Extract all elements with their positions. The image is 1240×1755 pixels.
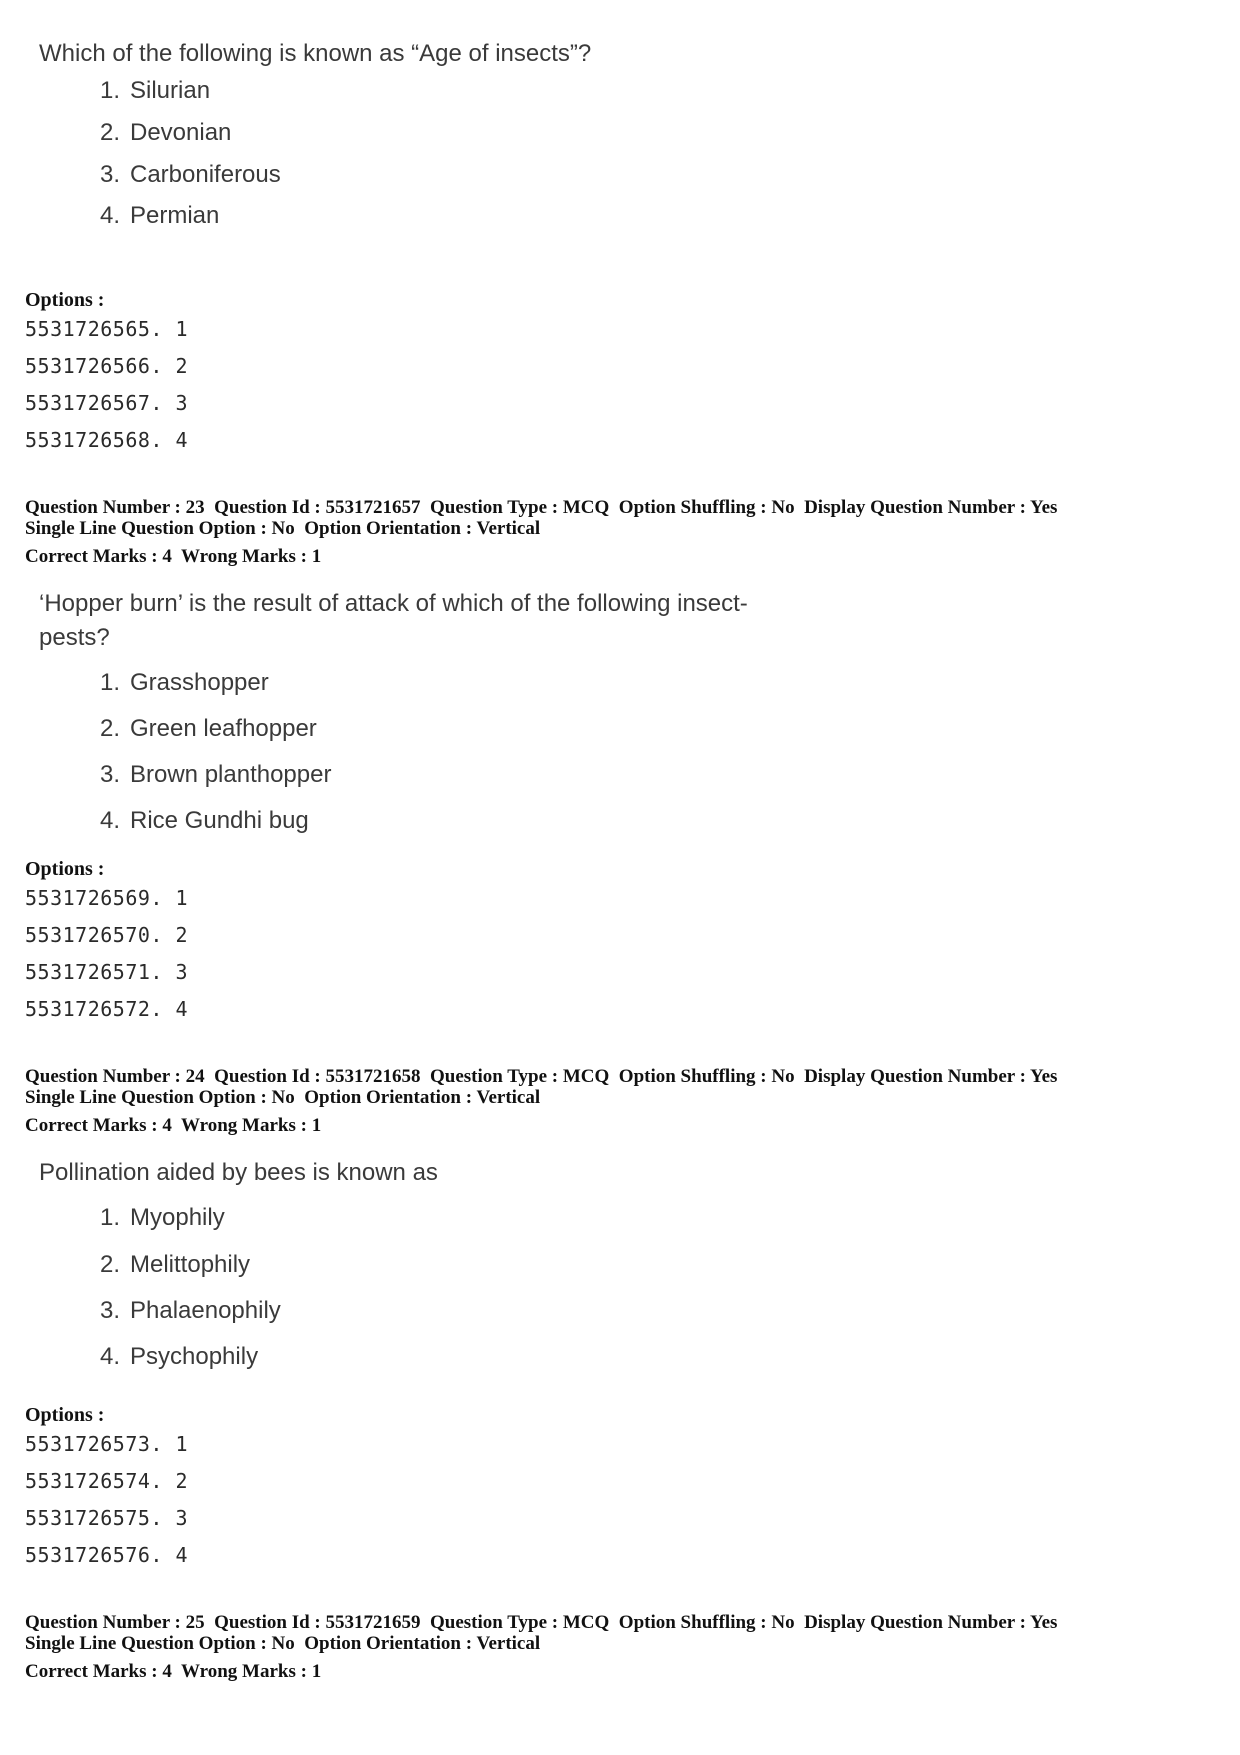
choice-number: 3. xyxy=(100,761,121,788)
choice-item xyxy=(100,160,281,190)
choice-number: 2. xyxy=(100,119,121,146)
option-id-row: 5531726572. 4 xyxy=(25,997,189,1021)
choice-item xyxy=(100,1342,258,1372)
option-id-row: 5531726573. 1 xyxy=(25,1432,189,1456)
question-meta-line: Question Number : 23 Question Id : 5531721657 Question Type : MCQ Option Shuffling : No Display Question Number : Yes xyxy=(25,497,1058,518)
choice-label: Brown planthopper xyxy=(130,761,332,788)
choice-item xyxy=(100,760,331,790)
choice-item xyxy=(100,1250,250,1280)
choice-item xyxy=(100,201,219,231)
choice-number: 4. xyxy=(100,202,121,229)
option-id-row: 5531726568. 4 xyxy=(25,428,189,452)
choice-item xyxy=(100,668,269,698)
question-meta-line: Question Number : 24 Question Id : 5531721658 Question Type : MCQ Option Shuffling : No Display Question Number : Yes xyxy=(25,1066,1058,1087)
question-meta-line: Single Line Question Option : No Option Orientation : Vertical xyxy=(25,1087,541,1108)
choice-label: Green leafhopper xyxy=(130,715,317,742)
question-marks: Correct Marks : 4 Wrong Marks : 1 xyxy=(25,546,322,567)
choice-number: 4. xyxy=(100,1343,121,1370)
option-id-row: 5531726567. 3 xyxy=(25,391,189,415)
choice-label: Carboniferous xyxy=(130,161,281,188)
question-marks: Correct Marks : 4 Wrong Marks : 1 xyxy=(25,1115,322,1136)
choice-item xyxy=(100,714,317,744)
choice-label: Silurian xyxy=(130,77,211,104)
choice-item xyxy=(100,76,210,106)
choice-label: Myophily xyxy=(130,1204,225,1231)
option-id-row: 5531726569. 1 xyxy=(25,886,189,910)
options-heading: Options : xyxy=(25,289,105,311)
choice-label: Rice Gundhi bug xyxy=(130,807,309,834)
choice-label: Permian xyxy=(130,202,220,229)
option-id-row: 5531726570. 2 xyxy=(25,923,189,947)
choice-number: 3. xyxy=(100,1297,121,1324)
choice-number: 1. xyxy=(100,669,121,696)
choice-number: 2. xyxy=(100,715,121,742)
option-id-row: 5531726566. 2 xyxy=(25,354,189,378)
question-marks: Correct Marks : 4 Wrong Marks : 1 xyxy=(25,1661,322,1682)
option-id-row: 5531726576. 4 xyxy=(25,1543,189,1567)
choice-label: Phalaenophily xyxy=(130,1297,281,1324)
option-id-row: 5531726565. 1 xyxy=(25,317,189,341)
question-text: ‘Hopper burn’ is the result of attack of which of the following insect- xyxy=(39,590,748,617)
question-text: Which of the following is known as “Age of insects”? xyxy=(39,40,592,67)
question-text: Pollination aided by bees is known as xyxy=(39,1159,438,1186)
choice-item xyxy=(100,1203,225,1233)
question-meta-line: Single Line Question Option : No Option Orientation : Vertical xyxy=(25,1633,541,1654)
choice-number: 2. xyxy=(100,1251,121,1278)
options-heading: Options : xyxy=(25,858,105,880)
options-heading: Options : xyxy=(25,1404,105,1426)
choice-number: 1. xyxy=(100,1204,121,1231)
choice-label: Psychophily xyxy=(130,1343,259,1370)
choice-label: Melittophily xyxy=(130,1251,251,1278)
question-text: pests? xyxy=(39,624,110,651)
choice-item xyxy=(100,118,231,148)
question-meta-line: Question Number : 25 Question Id : 5531721659 Question Type : MCQ Option Shuffling : No Display Question Number : Yes xyxy=(25,1612,1058,1633)
choice-item xyxy=(100,806,309,836)
choice-number: 3. xyxy=(100,161,121,188)
choice-label: Grasshopper xyxy=(130,669,269,696)
choice-item xyxy=(100,1296,281,1326)
option-id-row: 5531726575. 3 xyxy=(25,1506,189,1530)
question-meta-line: Single Line Question Option : No Option Orientation : Vertical xyxy=(25,518,541,539)
choice-label: Devonian xyxy=(130,119,232,146)
choice-number: 1. xyxy=(100,77,121,104)
option-id-row: 5531726574. 2 xyxy=(25,1469,189,1493)
option-id-row: 5531726571. 3 xyxy=(25,960,189,984)
choice-number: 4. xyxy=(100,807,121,834)
